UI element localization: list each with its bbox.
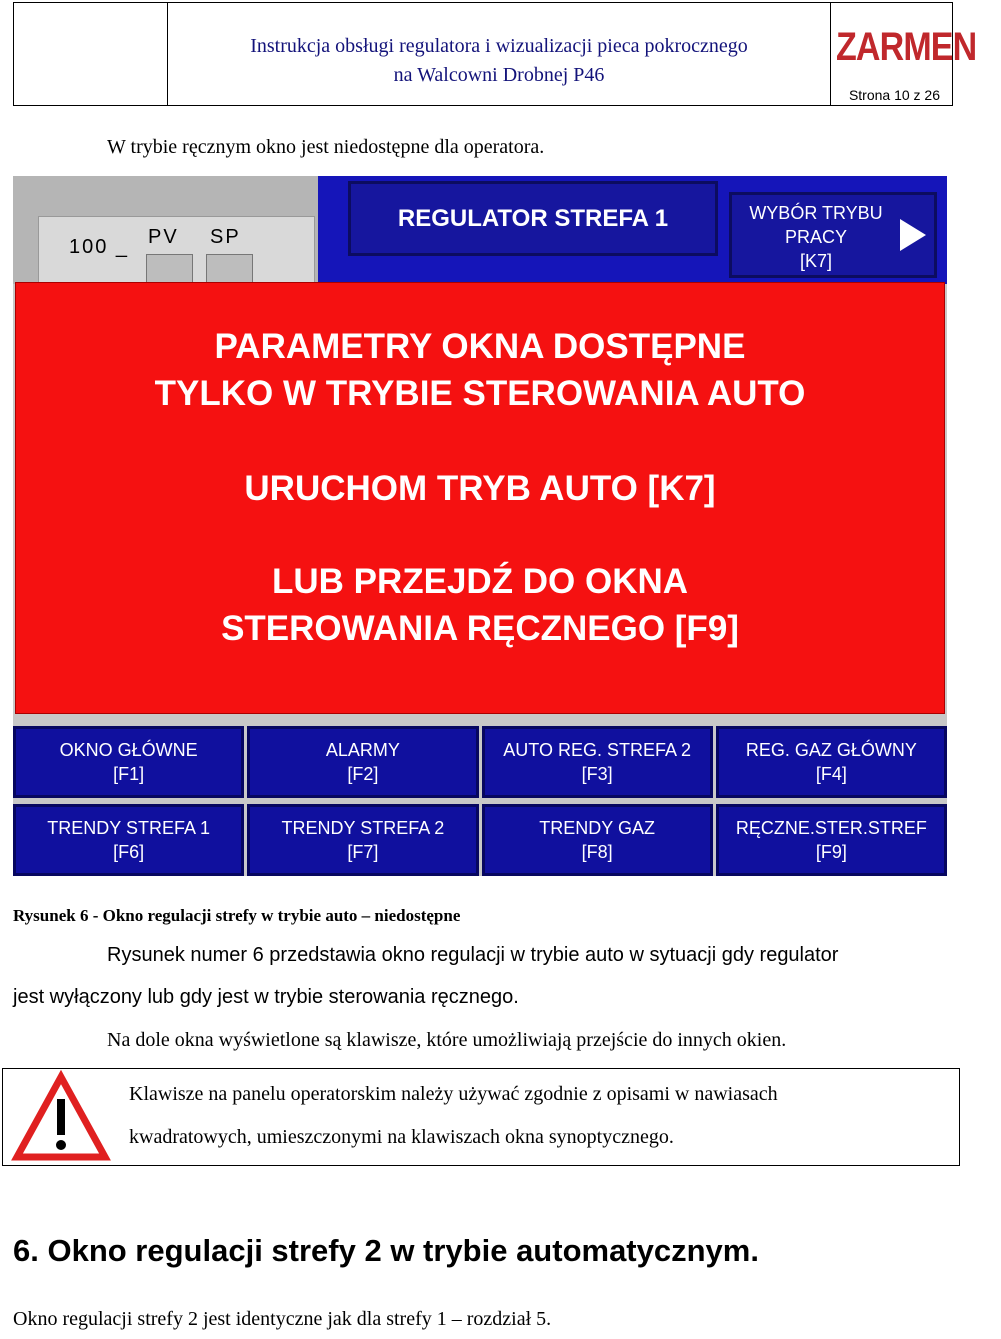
hmi-screenshot	[13, 176, 947, 876]
button-label: TRENDY STREFA 1	[47, 818, 210, 838]
pv-label: PV	[148, 226, 179, 248]
button-alarms[interactable]	[247, 726, 478, 798]
company-logo	[836, 25, 977, 75]
button-key: [F7]	[347, 842, 379, 862]
warning-triangle-icon	[13, 1073, 109, 1161]
mode-button-line2: PRACY	[784, 227, 847, 247]
intro-text: W trybie ręcznym okno jest niedostępne dla operatora.	[107, 136, 545, 158]
function-buttons-row2	[13, 804, 947, 876]
message-line-2: TYLKO W TRYBIE STEROWANIA AUTO	[154, 374, 806, 413]
button-label: OKNO GŁÓWNE	[59, 740, 198, 760]
button-auto-reg-zone2[interactable]	[482, 726, 713, 798]
button-manual-zone-control[interactable]	[716, 804, 947, 876]
warning-box	[2, 1068, 960, 1166]
message-line-3: URUCHOM TRYB AUTO [K7]	[244, 469, 716, 508]
button-label: AUTO REG. STREFA 2	[503, 740, 691, 760]
message-line-5: STEROWANIA RĘCZNEGO [F9]	[221, 609, 739, 648]
function-buttons-row1	[13, 726, 947, 798]
mode-button-key: [K7]	[799, 251, 833, 271]
button-trends-zone1[interactable]	[13, 804, 244, 876]
mode-select-button[interactable]	[729, 192, 937, 278]
unavailable-message-panel	[15, 282, 945, 714]
button-label: ALARMY	[325, 740, 400, 760]
button-key: [F8]	[581, 842, 613, 862]
message-line-1: PARAMETRY OKNA DOSTĘPNE	[214, 327, 746, 366]
figure-caption: Rysunek 6 - Okno regulacji strefy w trybie auto – niedostępne	[13, 906, 461, 925]
play-arrow-icon	[900, 219, 926, 251]
page-number: Strona 10 z 26	[848, 87, 940, 103]
button-trends-zone2[interactable]	[247, 804, 478, 876]
paragraph-2: Na dole okna wyświetlone są klawisze, które umożliwiają przejście do innych okien.	[107, 1029, 787, 1051]
button-key: [F1]	[113, 764, 145, 784]
chart-area	[13, 176, 318, 284]
section-text: Okno regulacji strefy 2 jest identyczne jak dla strefy 1 – rozdział 5.	[13, 1308, 552, 1330]
button-key: [F4]	[815, 764, 847, 784]
header-title	[167, 3, 831, 105]
button-label: REG. GAZ GŁÓWNY	[745, 740, 917, 760]
button-key: [F9]	[815, 842, 847, 862]
paragraph-1-line-1: Rysunek numer 6 przedstawia okno regulacji w trybie auto w sytuacji gdy regulator	[107, 944, 839, 966]
sp-label: SP	[210, 226, 241, 248]
message-line-4: LUB PRZEJDŹ DO OKNA	[271, 562, 689, 601]
button-label: TRENDY GAZ	[539, 818, 655, 838]
warning-line-1: Klawisze na panelu operatorskim należy używać zgodnie z opisami w nawiasach	[129, 1083, 778, 1105]
button-key: [F3]	[581, 764, 613, 784]
regulator-title: REGULATOR STREFA 1	[348, 181, 718, 256]
button-label: TRENDY STREFA 2	[281, 818, 445, 838]
page-header	[13, 2, 977, 106]
mode-button-line1: WYBÓR TRYBU	[749, 203, 883, 223]
button-main-gas-reg[interactable]	[716, 726, 947, 798]
header-title-line2: na Walcowni Drobnej P46	[393, 64, 605, 86]
button-key: [F2]	[347, 764, 379, 784]
button-main-window[interactable]	[13, 726, 244, 798]
button-label: RĘCZNE.STER.STREF	[735, 818, 927, 838]
button-trends-gas[interactable]	[482, 804, 713, 876]
section-heading: 6. Okno regulacji strefy 2 w trybie automatycznym.	[13, 1233, 759, 1268]
header-title-line1: Instrukcja obsługi regulatora i wizualizacji pieca pokrocznego	[250, 35, 748, 57]
warning-line-2: kwadratowych, umieszczonymi na klawiszach okna synoptycznego.	[129, 1126, 674, 1148]
scale-label: 100 _	[69, 236, 130, 258]
warning-text	[129, 1073, 951, 1159]
logo-text: ZARMEN	[836, 25, 977, 69]
paragraph-1-line-2: jest wyłączony lub gdy jest w trybie sterowania ręcznego.	[13, 986, 519, 1008]
button-key: [F6]	[113, 842, 145, 862]
